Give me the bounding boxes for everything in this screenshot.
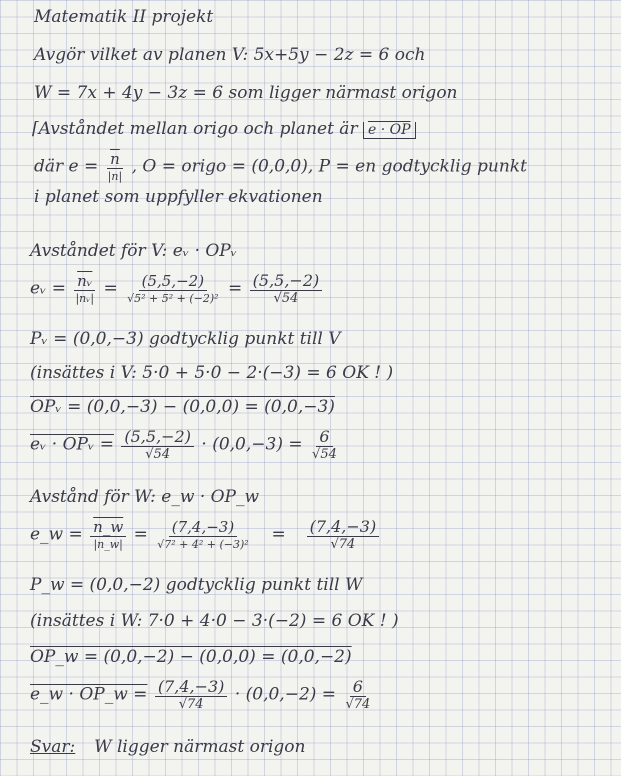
v-dot-prefix: eᵥ · OPᵥ = — [30, 434, 114, 455]
w-ew-frac3 — [307, 518, 380, 552]
definition-rest: , O = origo = (0,0,0), P = en godtycklig punkt — [131, 156, 527, 177]
task-line-2: W = 7x + 4y − 3z = 6 som ligger närmast origon — [34, 83, 458, 103]
definition-fraction — [106, 150, 125, 184]
w-unit-normal — [30, 518, 381, 552]
w-ew-eq2: = — [271, 524, 286, 545]
w-dot-frac-num: (7,4,−3) — [155, 678, 228, 697]
definition-line-1 — [34, 150, 527, 184]
w-dot-result — [343, 678, 372, 712]
v-check-line: (insättes i V: 5·0 + 5·0 − 2·(−3) = 6 OK ! ) — [30, 363, 394, 383]
task-line-1: Avgör vilket av planen V: 5x+5y − 2z = 6 och — [34, 45, 426, 65]
w-dot-line — [30, 678, 374, 712]
v-ev-frac2-den: √5² + 5² + (−2)² — [127, 292, 219, 305]
v-ev-frac1-num: $\overline{nᵥ}$ — [74, 272, 95, 291]
w-ew-eq1: = — [133, 524, 148, 545]
v-ev-frac2-num: (5,5,−2) — [139, 272, 207, 291]
v-dot-line — [30, 428, 341, 462]
w-ew-frac1-den: |n_w| — [93, 538, 123, 551]
definition-line-2: i planet som uppfyller ekvationen — [34, 187, 323, 207]
w-ew-frac3-num: (7,4,−3) — [307, 518, 380, 537]
v-ev-frac1-den: |nᵥ| — [75, 292, 95, 305]
w-dot-prefix: e_w · OP_w = — [30, 684, 148, 705]
w-ew-frac3-den: √74 — [330, 537, 356, 552]
v-dot-result-den: √54 — [312, 447, 337, 462]
v-dot-result — [310, 428, 339, 462]
w-op-line: OP_w = (0,0,−2) − (0,0,0) = (0,0,−2) — [30, 647, 352, 667]
w-dot-frac — [155, 678, 228, 712]
v-dot-result-num: 6 — [316, 428, 332, 447]
w-ew-frac1-num: n_w — [90, 518, 126, 537]
title: Matematik II projekt — [34, 7, 214, 27]
v-point-line: Pᵥ = (0,0,−3) godtycklig punkt till V — [30, 329, 341, 349]
v-dot-frac — [121, 428, 194, 462]
v-heading: Avståndet för V: eᵥ · OPᵥ — [30, 241, 238, 261]
v-ev-eq2: = — [228, 278, 243, 299]
w-check-line: (insättes i W: 7·0 + 4·0 − 3·(−2) = 6 OK ! ) — [30, 611, 399, 631]
definition-fraction-num: $\overline{n}$ — [107, 150, 123, 169]
w-ew-frac2-num: (7,4,−3) — [169, 518, 237, 537]
v-ev-frac3-num: (5,5,−2) — [250, 272, 323, 291]
answer-label: Svar: — [30, 737, 76, 757]
w-ew-frac1 — [90, 518, 126, 552]
w-ew-frac2 — [155, 518, 250, 552]
v-ev-eq1: = — [103, 278, 118, 299]
distance-intro-text: ⌈Avståndet mellan origo och planet är — [32, 119, 358, 139]
distance-intro — [32, 118, 416, 141]
answer-text: W ligger närmast origon — [94, 737, 306, 757]
v-op-line: OPᵥ = (0,0,−3) − (0,0,0) = (0,0,−3) — [30, 397, 335, 417]
w-point-line: P_w = (0,0,−2) godtycklig punkt till W — [30, 575, 363, 595]
v-ev-prefix: eᵥ = — [30, 278, 67, 299]
definition-prefix: där e = — [34, 156, 99, 177]
w-dot-mid: · (0,0,−2) = — [234, 684, 337, 705]
v-unit-normal — [30, 272, 324, 306]
w-dot-frac-den: √74 — [178, 697, 204, 712]
w-ew-prefix: e_w = — [30, 524, 83, 545]
w-ew-frac2-den: √7² + 4² + (−3)² — [157, 538, 249, 551]
v-dot-frac-num: (5,5,−2) — [121, 428, 194, 447]
v-ev-frac1 — [73, 272, 96, 306]
v-ev-frac3-den: √54 — [273, 291, 299, 306]
answer-line — [30, 736, 305, 758]
distance-formula-box: e · OP — [363, 122, 416, 139]
v-ev-frac3 — [250, 272, 323, 306]
w-dot-result-num: 6 — [350, 678, 366, 697]
w-heading: Avstånd för W: e_w · OP_w — [30, 487, 260, 507]
w-dot-result-den: √74 — [345, 697, 371, 712]
definition-fraction-den: |n| — [107, 170, 123, 183]
v-dot-frac-den: √54 — [145, 447, 171, 462]
v-dot-mid: · (0,0,−3) = — [201, 434, 303, 455]
v-ev-frac2 — [125, 272, 220, 306]
